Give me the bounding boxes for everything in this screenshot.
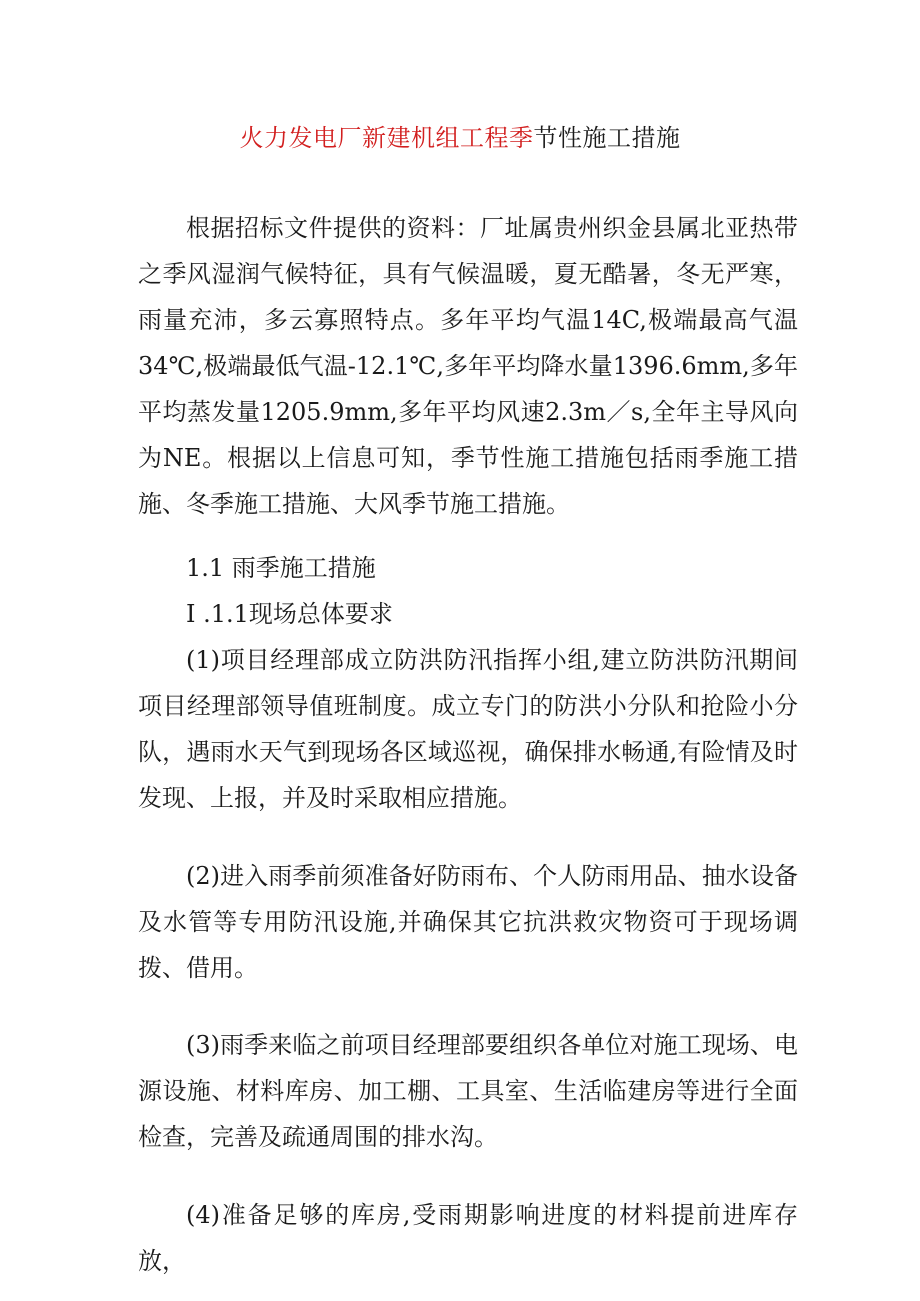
list-item-3: (3)雨季来临之前项目经理部要组织各单位对施工现场、电源设施、材料库房、加工棚、工具室、生活临建房等进行全面检查，完善及疏通周围的排水沟。 [138,1031,798,1151]
list-item-4: (4)准备足够的库房,受雨期影响进度的材料提前进库存放， [138,1201,798,1275]
section-heading-1-1: 1.1 雨季施工措施 [186,554,376,582]
intro-paragraph: 根据招标文件提供的资料：厂址属贵州织金县属北亚热带之季风湿润气候特征，具有气候温暖，夏无酷暑，冬无严寒，雨量充沛，多云寡照特点。多年平均气温14C,极端最高气温34℃,极端最低气温-12.1℃,多年平均降水量1396.6mm,多年平均蒸发量1205.9mm,多年平均风速2.3m／s,全年主导风向为NE。根据以上信息可知，季节性施工措施包括雨季施工措施、冬季施工措施、大风季节施工措施。 [138,214,798,518]
list-item-2: (2)进入雨季前须准备好防雨布、个人防雨用品、抽水设备及水管等专用防汛设施,并确保其它抗洪救灾物资可于现场调拨、借用。 [138,862,798,982]
document-title-red-part: 火力发电厂新建机组工程季 [239,124,534,152]
list-item-1: (1)项目经理部成立防洪防汛指挥小组,建立防洪防汛期间项目经理部领导值班制度。成立专门的防洪小分队和抢险小分队，遇雨水天气到现场各区域巡视，确保排水畅通,有险情及时发现、上报，并及时采取相应措施。 [138,646,798,812]
document-title-black-part: 节性施工措施 [533,124,681,152]
document-title [0,118,920,158]
section-heading-1-1-1: I .1.1现场总体要求 [186,600,393,628]
